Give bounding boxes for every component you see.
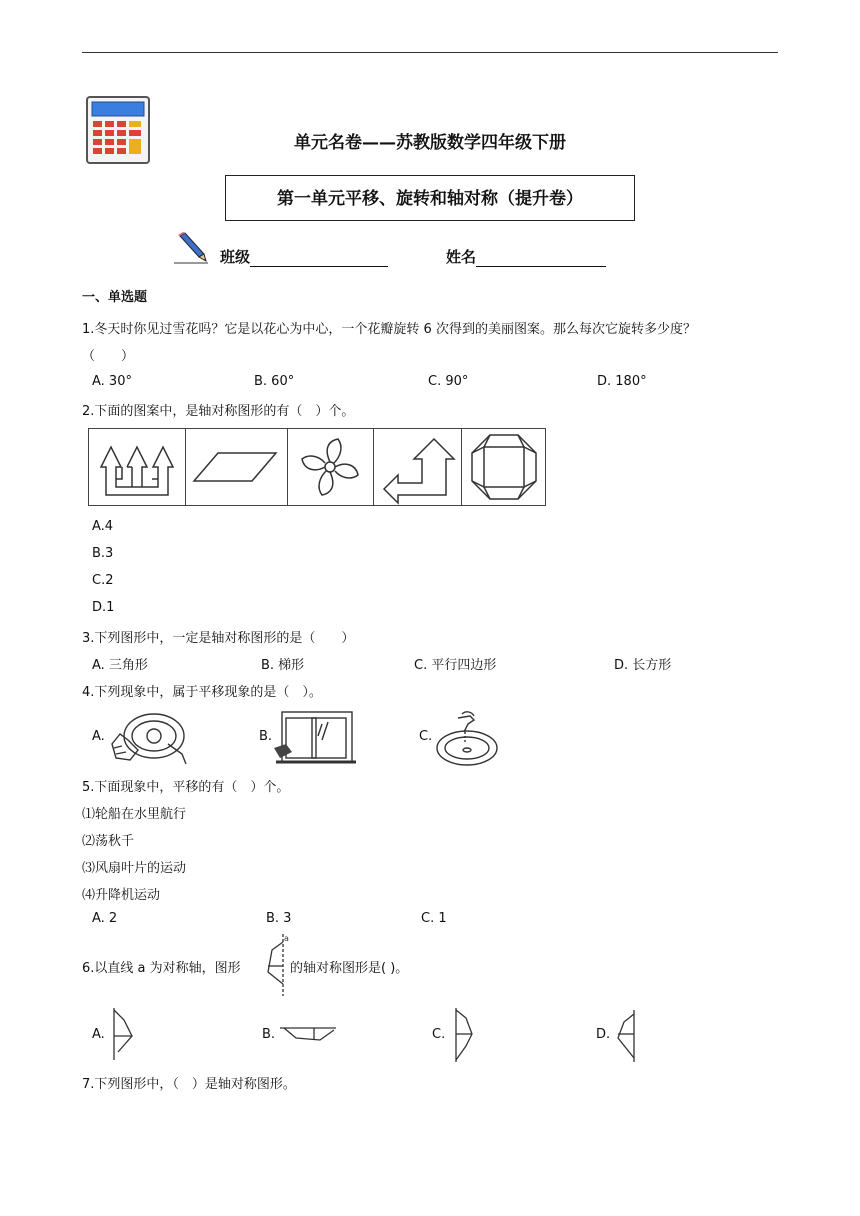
q5-item-1: ⑴轮船在水里航行 <box>82 807 187 822</box>
bent-arrow-figure <box>373 429 461 505</box>
parallelogram-figure <box>185 429 287 505</box>
triple-arrow-figure <box>89 429 185 505</box>
class-field[interactable] <box>220 246 388 267</box>
q4-option-b[interactable]: B. <box>259 729 273 744</box>
class-label: 班级 <box>220 248 251 266</box>
q6-stem-part2: 的轴对称图形是( )。 <box>290 961 409 976</box>
q3-option-b[interactable]: B. 梯形 <box>261 658 305 673</box>
name-label: 姓名 <box>446 248 477 266</box>
page-subtitle: 第一单元平移、旋转和轴对称（提升卷） <box>225 175 635 221</box>
sink-picture <box>434 710 500 768</box>
q1-option-c[interactable]: C. 90° <box>428 374 469 389</box>
octagon-figure <box>461 429 546 505</box>
q2-option-c[interactable]: C.2 <box>92 573 114 588</box>
q5-item-2: ⑵荡秋千 <box>82 834 135 849</box>
q2-option-b[interactable]: B.3 <box>92 546 114 561</box>
q5-option-a[interactable]: A. 2 <box>92 911 118 926</box>
q3-option-d[interactable]: D. 长方形 <box>614 658 672 673</box>
q4-option-a[interactable]: A. <box>92 729 105 744</box>
q6-stem-part1: 6.以直线 a 为对称轴，图形 <box>82 961 241 976</box>
q6-option-b-figure <box>278 1020 338 1044</box>
q6-reference-figure <box>264 932 290 998</box>
q5-item-4: ⑷升降机运动 <box>82 888 161 903</box>
q1-stem: 1.冬天时你见过雪花吗？它是以花心为中心，一个花瓣旋转 6 次得到的美丽图案。那么每次它旋转多少度？ <box>82 322 696 337</box>
q6-option-b[interactable]: B. <box>262 1027 276 1042</box>
sliding-window-picture <box>272 710 356 768</box>
q6-option-d[interactable]: D. <box>596 1027 611 1042</box>
q7-stem: 7.下列图形中，（ ）是轴对称图形。 <box>82 1077 296 1092</box>
name-blank[interactable] <box>476 250 606 267</box>
q4-stem: 4.下列现象中，属于平移现象的是（ ）。 <box>82 685 322 700</box>
fan-figure <box>287 429 373 505</box>
q1-option-a[interactable]: A. 30° <box>92 374 132 389</box>
q6-option-c-figure <box>448 1006 476 1064</box>
q3-option-a[interactable]: A. 三角形 <box>92 658 148 673</box>
pencil-icon <box>172 232 210 266</box>
q6-option-a[interactable]: A. <box>92 1027 105 1042</box>
q2-option-a[interactable]: A.4 <box>92 519 114 534</box>
q2-figure-row <box>88 428 546 506</box>
q2-stem: 2.下面的图案中，是轴对称图形的有（ ）个。 <box>82 404 355 419</box>
q5-stem: 5.下面现象中，平移的有（ ）个。 <box>82 780 290 795</box>
q6-option-d-figure <box>612 1008 640 1064</box>
q4-option-c[interactable]: C. <box>419 729 433 744</box>
q1-stem-blank: （ ） <box>82 349 135 364</box>
name-field[interactable] <box>446 246 606 267</box>
steering-wheel-picture <box>108 710 190 766</box>
q5-item-3: ⑶风扇叶片的运动 <box>82 861 187 876</box>
q5-option-b[interactable]: B. 3 <box>266 911 292 926</box>
q1-option-d[interactable]: D. 180° <box>597 374 647 389</box>
q1-option-b[interactable]: B. 60° <box>254 374 295 389</box>
q6-option-a-figure <box>108 1006 136 1062</box>
q6-option-c[interactable]: C. <box>432 1027 446 1042</box>
class-blank[interactable] <box>250 250 388 267</box>
header-rule <box>82 52 778 53</box>
q3-option-c[interactable]: C. 平行四边形 <box>414 658 497 673</box>
q5-option-c[interactable]: C. 1 <box>421 911 447 926</box>
q6-axis-label: a <box>284 934 289 943</box>
q2-option-d[interactable]: D.1 <box>92 600 115 615</box>
section-title: 一、单选题 <box>82 290 148 305</box>
q3-stem: 3.下列图形中，一定是轴对称图形的是（ ） <box>82 631 355 646</box>
page-title: 单元名卷——苏教版数学四年级下册 <box>294 133 566 153</box>
calculator-icon <box>86 96 150 164</box>
